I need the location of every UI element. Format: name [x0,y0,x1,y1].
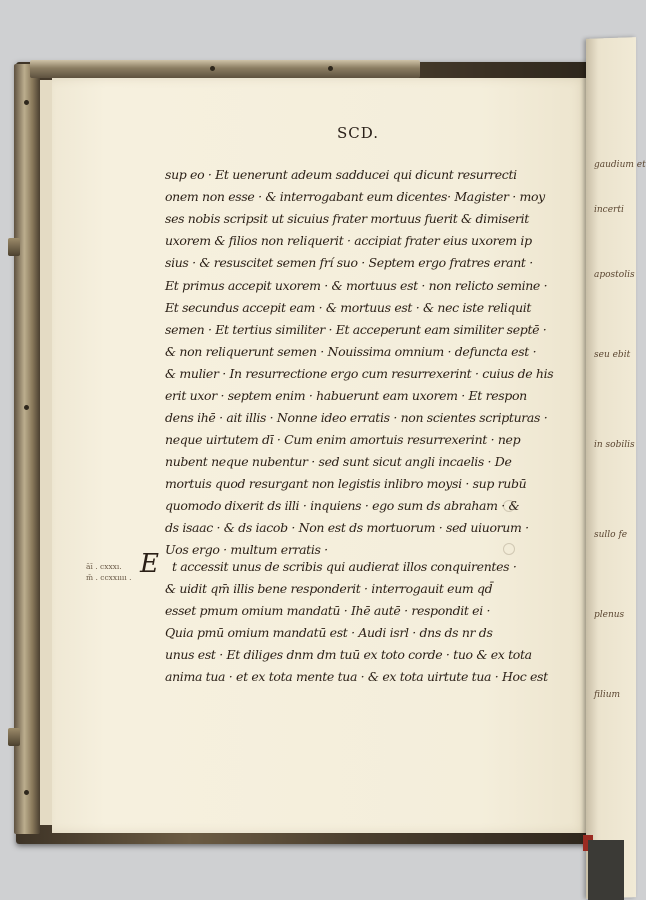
metal-clasp-top [30,60,420,78]
rivet [24,405,29,410]
metal-clasp-left [14,64,40,834]
faint-mark [503,543,515,555]
hinge-pin [8,728,20,746]
running-head: SCD. [337,124,380,142]
text-line: ds isaac · & ds iacob · Non est ds mortuorum · sed uiuorum · [165,520,529,535]
facing-page-line: seu ebit [594,350,631,360]
facing-page-line: apostolis [594,270,635,280]
text-line: unus est · Et diliges dnm dm tuū ex toto corde · tuo & ex tota [165,647,532,662]
facing-page-line: plenus [594,610,625,620]
shadow [588,840,624,900]
margin-note: m̄ . ccxxıııı . [86,573,132,582]
text-line: & uidit qm̄ illis bene responderit · interrogauit eum qd̄ [165,581,493,596]
text-line: t accessit unus de scribis qui audierat illos conquirentes · [172,559,517,574]
initial-letter: E [140,549,159,579]
hinge-pin [8,238,20,256]
text-line: esset pmum omium mandatū · Ihē autē · respondit ei · [165,603,491,618]
text-line: & mulier · In resurrectione ergo cum resurrexerint · cuius de his [165,366,554,381]
text-line: sup eo · Et uenerunt adeum sadducei qui dicunt resurrecti [165,167,517,182]
facing-page-line: in sobilis [594,440,635,450]
facing-page-line: filium [594,690,621,700]
text-line: anima tua · et ex tota mente tua · & ex tota uirtute tua · Hoc est [165,669,548,684]
text-line: quomodo dixerit ds illi · inquiens · ego sum ds abraham · & [165,498,520,513]
rivet [328,66,333,71]
margin-note: āī . cxxxı. [86,562,122,571]
text-line: ses nobis scripsit ut sicuius frater mortuus fuerit & dimiserit [165,211,529,226]
text-line: nubent neque nubentur · sed sunt sicut angli incaelis · De [165,454,512,469]
text-line: sius · & resuscitet semen frí suo · Septem ergo fratres erant · [165,255,533,270]
facing-page-line: incerti [594,205,624,215]
text-line: semen · Et tertius similiter · Et acceperunt eam similiter septē · [165,322,547,337]
text-line: Et primus accepit uxorem · & mortuus est · non relicto semine · [165,278,548,293]
text-line: & non reliquerunt semen · Nouissima omnium · defuncta est · [165,344,537,359]
text-line: mortuis quod resurgant non legistis inlibro moysi · sup rubū [165,476,527,491]
text-line: Uos ergo · multum erratis · [165,542,328,557]
text-line: Et secundus accepit eam · & mortuus est · & nec iste reliquit [165,300,532,315]
rivet [210,66,215,71]
rivet [24,790,29,795]
facing-page-line: sullo fe [594,530,628,540]
text-line: Quia pmū omium mandatū est · Audi isrl · dns ds nr ds [165,625,493,640]
text-line: dens ihē · ait illis · Nonne ideo erratis · non scientes scripturas · [165,410,548,425]
rivet [24,100,29,105]
text-line: neque uirtutem dī · Cum enim amortuis resurrexerint · nep [165,432,521,447]
facing-page-line: gaudium et [594,160,646,170]
text-line: erit uxor · septem enim · habuerunt eam uxorem · Et respon [165,388,527,403]
text-line: uxorem & filios non reliquerit · accipiat frater eius uxorem ip [165,233,532,248]
text-line: onem non esse · & interrogabant eum dicentes· Magister · moy [165,189,545,204]
